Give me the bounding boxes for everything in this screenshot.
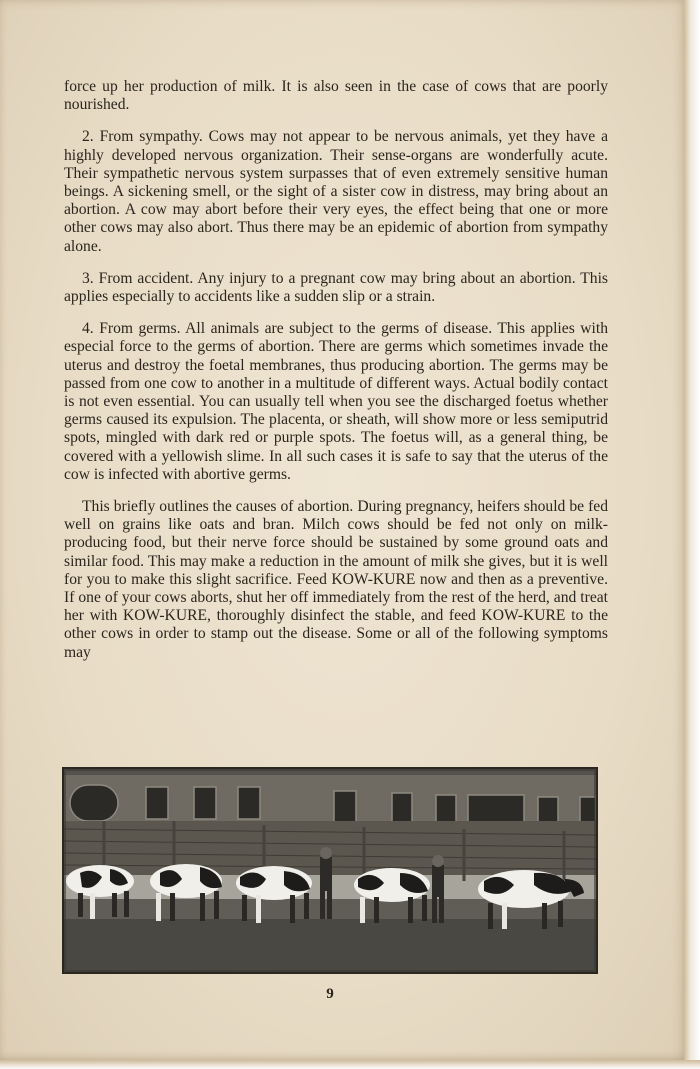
body-text (64, 78, 608, 662)
paragraph-summary: This briefly outlines the causes of abortion. During pregnancy, heifers should be fed well on grains like oats and bran. Milch cows should be fed not only on milk-producing food, but their nerve force should be sustained by some ground oats and similar food. This may make a reduction in the amount of milk she gives, but it is well for you to make this slight sacrifice. Feed KOW-KURE now and then as a preventive. If one of your cows aborts, shut her off immediately from the rest of the herd, and treat her with KOW-KURE, thoroughly disinfect the stable, and feed KOW-KURE to the other cows in order to stamp out the disease. Some or all of the following symptoms may (64, 498, 608, 661)
page-edge (684, 0, 700, 1069)
paragraph-accident: 3. From accident. Any injury to a pregnant cow may bring about an abortion. This applies especially to accidents like a sudden slip or a strain. (64, 269, 608, 306)
page-edge-bottom (0, 1060, 700, 1069)
paragraph-sympathy: 2. From sympathy. Cows may not appear to be nervous animals, yet they have a highly developed nervous organization. Their sense-organs are wonderfully acute. Their sympathetic nervous system surpasses that of even extremely sensitive human beings. A sickening smell, or the sight of a sister cow in distress, may bring about an abortion. A cow may abort before their very eyes, the effect being that one or more other cows may also abort. Thus there may be an epidemic of abortion from sympathy alone. (64, 128, 608, 255)
page-number: 9 (326, 986, 334, 1002)
cows-photo (62, 767, 598, 974)
paragraph-continuation: force up her production of milk. It is also seen in the case of cows that are poorly nourished. (64, 78, 608, 114)
paragraph-germs: 4. From germs. All animals are subject to the germs of disease. This applies with especial force to the germs of abortion. There are germs which sometimes invade the uterus and destroy the foetal membranes, thus producing abortion. The germs may be passed from one cow to another in a multitude of different ways. Actual bodily contact is not even essential. You can usually tell when you see the discharged foetus whether germs caused its expulsion. The placenta, or sheath, will show more or less semiputrid spots, mingled with dark red or purple spots. The foetus will, as a general thing, be covered with a yellowish slime. In all such cases it is safe to say that the uterus of the cow is infected with abortive germs. (64, 320, 608, 483)
cows-photo-illustration (64, 769, 596, 972)
